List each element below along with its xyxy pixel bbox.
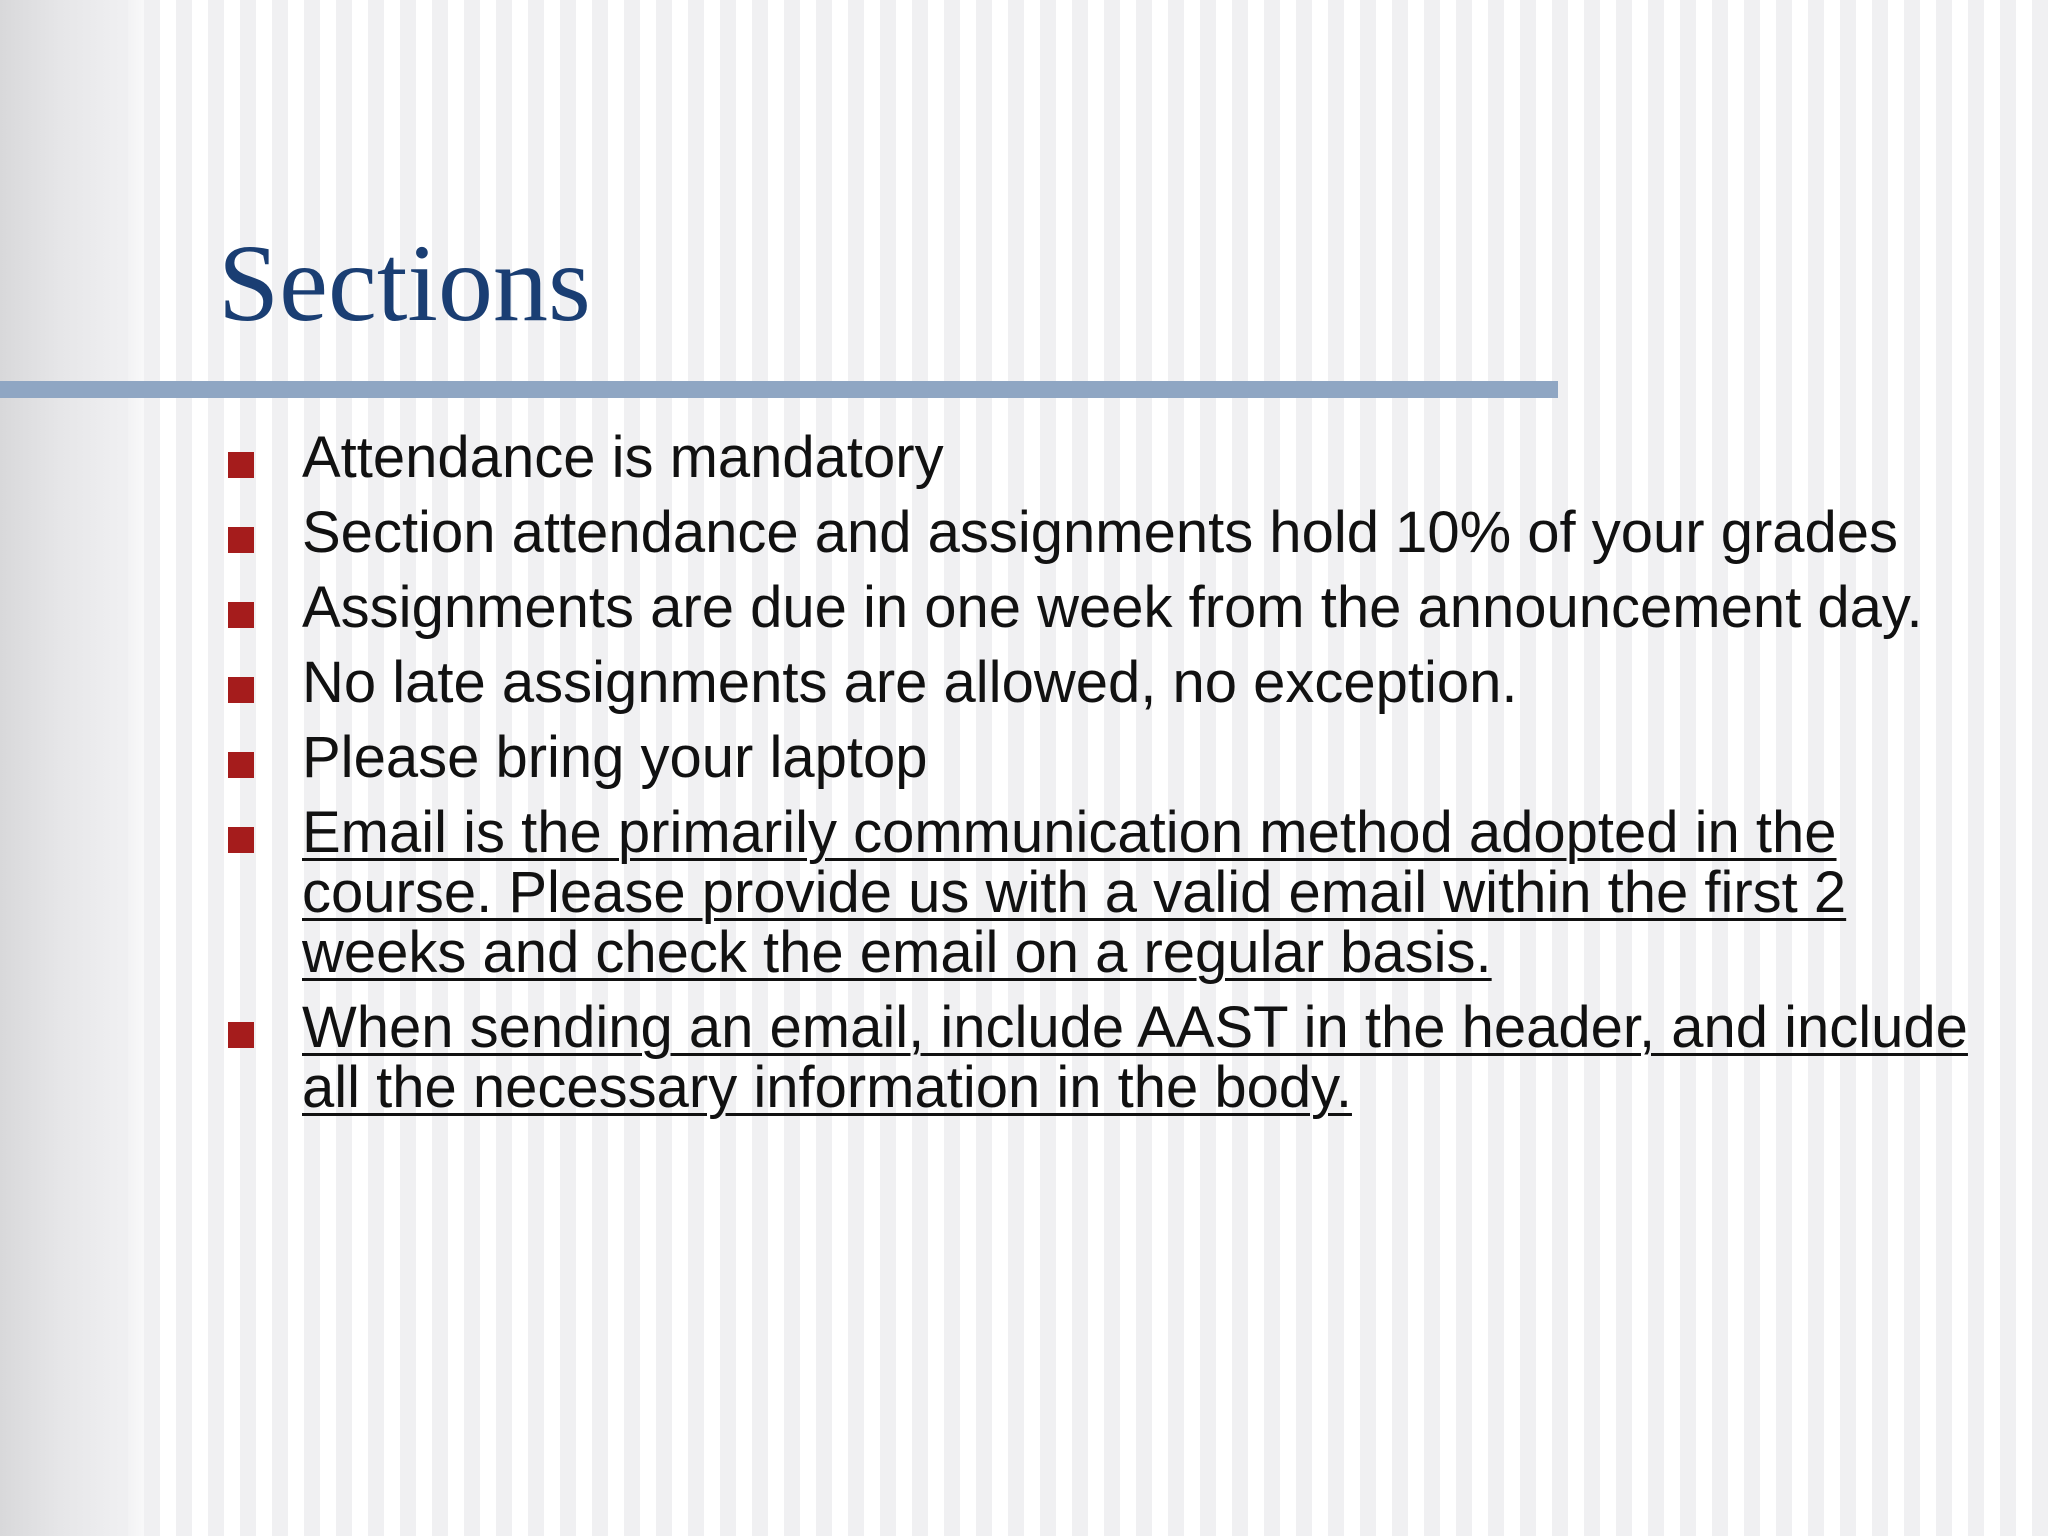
bullet-text: Assignments are due in one week from the announcement day. [302,575,1923,640]
square-bullet-icon [228,527,254,553]
square-bullet-icon [228,1022,254,1048]
slide-title: Sections [218,222,591,344]
bullet-item [228,575,1998,640]
bullet-text-underlined: Email is the primarily communication method adopted in the course. Please provide us with a valid email within the first 2 weeks and check the email on a regular basis. [302,800,1847,985]
bullet-item [228,650,1998,715]
bullet-item [228,995,1998,1120]
bullet-list [228,425,1998,1133]
bullet-text: Attendance is mandatory [302,425,944,490]
bullet-text: No late assignments are allowed, no exception. [302,650,1518,715]
square-bullet-icon [228,452,254,478]
square-bullet-icon [228,677,254,703]
square-bullet-icon [228,827,254,853]
bullet-item [228,500,1998,565]
bullet-item [228,425,1998,490]
bullet-item [228,725,1998,790]
bullet-text: Please bring your laptop [302,725,928,790]
square-bullet-icon [228,752,254,778]
bullet-item [228,800,1998,985]
title-divider [0,381,1558,398]
square-bullet-icon [228,602,254,628]
bullet-text: Section attendance and assignments hold 10% of your grades [302,500,1899,565]
bullet-text-underlined: When sending an email, include AAST in the header, and include all the necessary information in the body. [302,995,1968,1120]
